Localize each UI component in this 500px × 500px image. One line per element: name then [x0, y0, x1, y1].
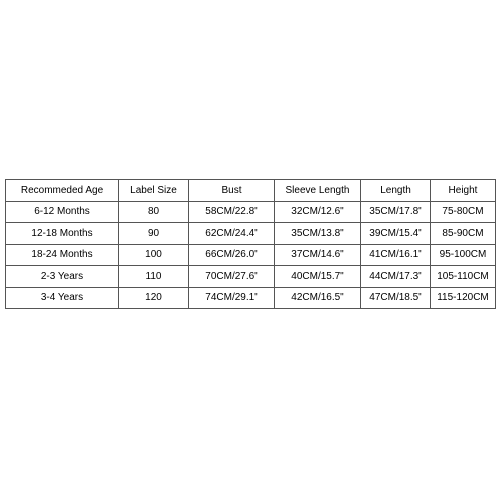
cell-length: 35CM/17.8" [361, 201, 431, 223]
cell-bust: 74CM/29.1" [189, 287, 275, 309]
table-row [6, 287, 496, 309]
cell-label-size: 80 [119, 201, 189, 223]
cell-age: 12-18 Months [6, 223, 119, 245]
table-row [6, 223, 496, 245]
cell-bust: 66CM/26.0" [189, 244, 275, 266]
header-label-size: Label Size [119, 180, 189, 202]
cell-sleeve-length: 37CM/14.6" [275, 244, 361, 266]
cell-age: 2-3 Years [6, 266, 119, 288]
cell-height: 75-80CM [431, 201, 496, 223]
cell-bust: 58CM/22.8" [189, 201, 275, 223]
cell-bust: 62CM/24.4" [189, 223, 275, 245]
cell-length: 39CM/15.4" [361, 223, 431, 245]
cell-age: 18-24 Months [6, 244, 119, 266]
header-recommended-age: Recommeded Age [6, 180, 119, 202]
cell-length: 41CM/16.1" [361, 244, 431, 266]
cell-label-size: 120 [119, 287, 189, 309]
size-chart-table [5, 179, 496, 309]
cell-bust: 70CM/27.6" [189, 266, 275, 288]
cell-label-size: 90 [119, 223, 189, 245]
cell-height: 95-100CM [431, 244, 496, 266]
cell-label-size: 110 [119, 266, 189, 288]
cell-age: 6-12 Months [6, 201, 119, 223]
cell-age: 3-4 Years [6, 287, 119, 309]
cell-height: 85-90CM [431, 223, 496, 245]
table-row [6, 201, 496, 223]
cell-sleeve-length: 35CM/13.8" [275, 223, 361, 245]
header-height: Height [431, 180, 496, 202]
cell-label-size: 100 [119, 244, 189, 266]
table-row [6, 244, 496, 266]
header-length: Length [361, 180, 431, 202]
cell-height: 115-120CM [431, 287, 496, 309]
cell-length: 47CM/18.5" [361, 287, 431, 309]
cell-length: 44CM/17.3" [361, 266, 431, 288]
cell-sleeve-length: 32CM/12.6" [275, 201, 361, 223]
header-sleeve-length: Sleeve Length [275, 180, 361, 202]
table-row [6, 266, 496, 288]
cell-sleeve-length: 40CM/15.7" [275, 266, 361, 288]
cell-height: 105-110CM [431, 266, 496, 288]
table-header-row [6, 180, 496, 202]
cell-sleeve-length: 42CM/16.5" [275, 287, 361, 309]
header-bust: Bust [189, 180, 275, 202]
